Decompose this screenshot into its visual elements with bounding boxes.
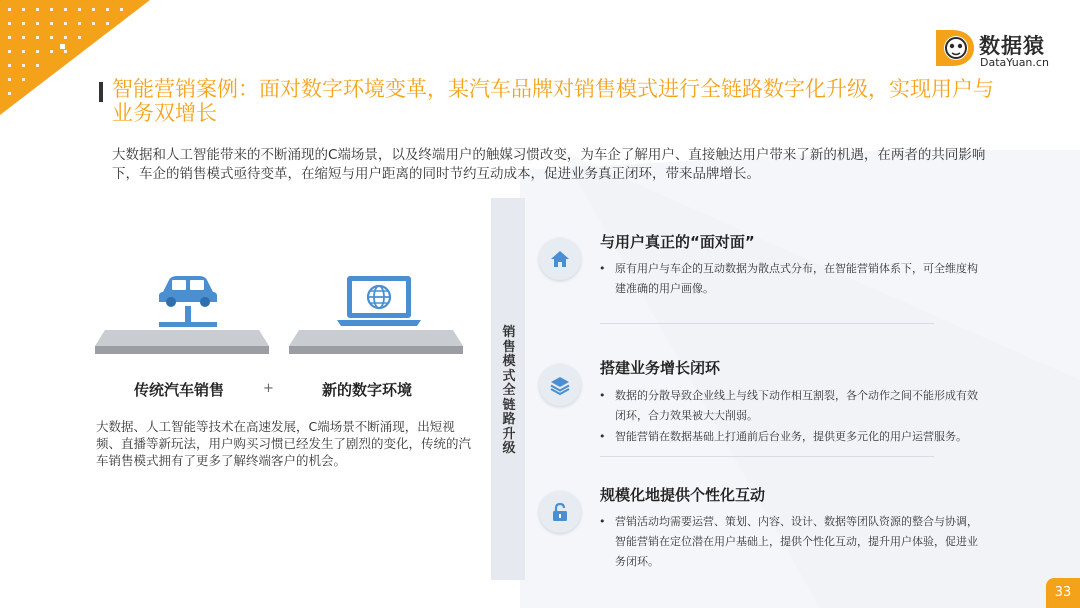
car-lift-icon <box>155 268 221 328</box>
bullet-dot: • <box>599 515 606 528</box>
home-icon-badge <box>539 238 581 280</box>
brand-logo <box>932 26 1072 76</box>
title-marker <box>99 82 103 102</box>
layers-icon-badge <box>539 364 581 406</box>
unlock-icon-badge <box>539 491 581 533</box>
section-2-title: 搭建业务增长闭环 <box>600 359 721 377</box>
intro-paragraph: 大数据和人工智能带来的不断涌现的C端场景，以及终端用户的触媒习惯改变，为车企了解用户、直接触达用户带来了新的机遇，在两者的共同影响下，车企的销售模式亟待变革，在缩短与用户距离的同时节约互动成本，促进业务真正闭环，带来品牌增长。 <box>112 147 986 182</box>
brand-url: DataYuan.cn <box>980 56 1049 69</box>
left-description: 大数据、人工智能等技术在高速发展，C端场景不断涌现，出短视频、直播等新玩法，用户购买习惯已经发生了剧烈的变化，传统的汽车销售模式拥有了更多了解终端客户的机会。 <box>96 419 472 468</box>
bullet-dot: • <box>599 389 606 402</box>
section-2-bullet-2: • 智能营销在数据基础上打通前后台业务，提供更多元化的用户运营服务。 <box>599 427 979 447</box>
page-title: 智能营销案例：面对数字环境变革，某汽车品牌对销售模式进行全链路数字化升级，实现用户与业务双增长 <box>112 77 994 125</box>
laptop-globe-icon <box>337 272 421 328</box>
section-1-title: 与用户真正的“面对面” <box>600 233 755 251</box>
bullet-dot: • <box>599 430 606 443</box>
section-3-bullet: • 营销活动均需要运营、策划、内容、设计、数据等团队资源的整合与协调，智能营销在定位潜在用户基础上，提供个性化互动，提升用户体验，促进业务闭环。 <box>599 512 979 572</box>
brand-name: 数据猿 <box>979 34 1045 58</box>
column-label: 销售模式全链路升级 <box>502 325 516 456</box>
plus-sign: + <box>263 381 274 396</box>
platform-right <box>289 330 463 354</box>
divider <box>600 323 934 324</box>
unlock-icon <box>550 502 570 522</box>
section-3-title: 规模化地提供个性化互动 <box>600 486 766 504</box>
section-2-bullet-1: • 数据的分散导致企业线上与线下动作相互割裂，各个动作之间不能形成有效闭环，合力效果被大大削弱。 <box>599 386 979 426</box>
divider <box>600 456 934 457</box>
platform-left <box>95 330 269 354</box>
page-number: 33 <box>1046 578 1080 608</box>
bullet-dot: • <box>599 262 606 275</box>
home-icon <box>550 249 570 269</box>
section-1-bullet: • 原有用户与车企的互动数据为散点式分布，在智能营销体系下，可全维度构建准确的用户画像。 <box>599 259 979 299</box>
traditional-sales-label: 传统汽车销售 <box>134 381 225 399</box>
logo-mark-icon <box>932 26 976 70</box>
digital-environment-label: 新的数字环境 <box>322 381 413 399</box>
layers-icon <box>550 375 570 395</box>
